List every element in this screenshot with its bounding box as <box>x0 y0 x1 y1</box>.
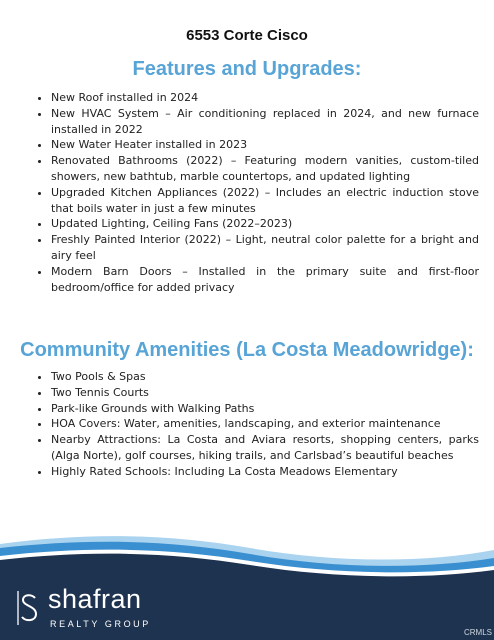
page-title: 6553 Corte Cisco <box>186 27 308 44</box>
list-item: • HOA Covers: Water, amenities, landscaping, and exterior maintenance <box>51 416 479 432</box>
list-item: • Renovated Bathrooms (2022) – Featuring modern vanities, custom-tiled showers, new bathtub, marble countertops, and updated lighting <box>51 153 479 185</box>
list-item: • Updated Lighting, Ceiling Fans (2022–2023) <box>51 216 479 232</box>
amenities-list <box>34 369 479 480</box>
features-list <box>34 90 479 295</box>
brand-subtitle: REALTY GROUP <box>50 619 151 629</box>
list-item: • Freshly Painted Interior (2022) – Light, neutral color palette for a bright and airy feel <box>51 232 479 264</box>
list-item: • New Water Heater installed in 2023 <box>51 137 479 153</box>
list-item: • Park-like Grounds with Walking Paths <box>51 401 479 417</box>
features-heading: Features and Upgrades: <box>132 58 362 80</box>
list-item: • Highly Rated Schools: Including La Costa Meadows Elementary <box>51 464 479 480</box>
brand-name: shafran <box>48 584 142 614</box>
list-item: • Two Tennis Courts <box>51 385 479 401</box>
list-item: • Modern Barn Doors – Installed in the primary suite and first-floor bedroom/office for added privacy <box>51 264 479 296</box>
list-item: • Upgraded Kitchen Appliances (2022) – Includes an electric induction stove that boils water in just a few minutes <box>51 185 479 217</box>
shafran-s-logo-icon <box>16 589 40 627</box>
watermark: CRMLS <box>463 628 492 637</box>
amenities-heading: Community Amenities (La Costa Meadowridge): <box>20 339 474 361</box>
list-item: • Nearby Attractions: La Costa and Aviara resorts, shopping centers, parks (Alga Norte), golf courses, hiking trails, and Carlsbad’s beautiful beaches <box>51 432 479 464</box>
list-item: • Two Pools & Spas <box>51 369 479 385</box>
list-item: • New Roof installed in 2024 <box>51 90 479 106</box>
list-item: • New HVAC System – Air conditioning replaced in 2024, and new furnace installed in 2022 <box>51 106 479 138</box>
